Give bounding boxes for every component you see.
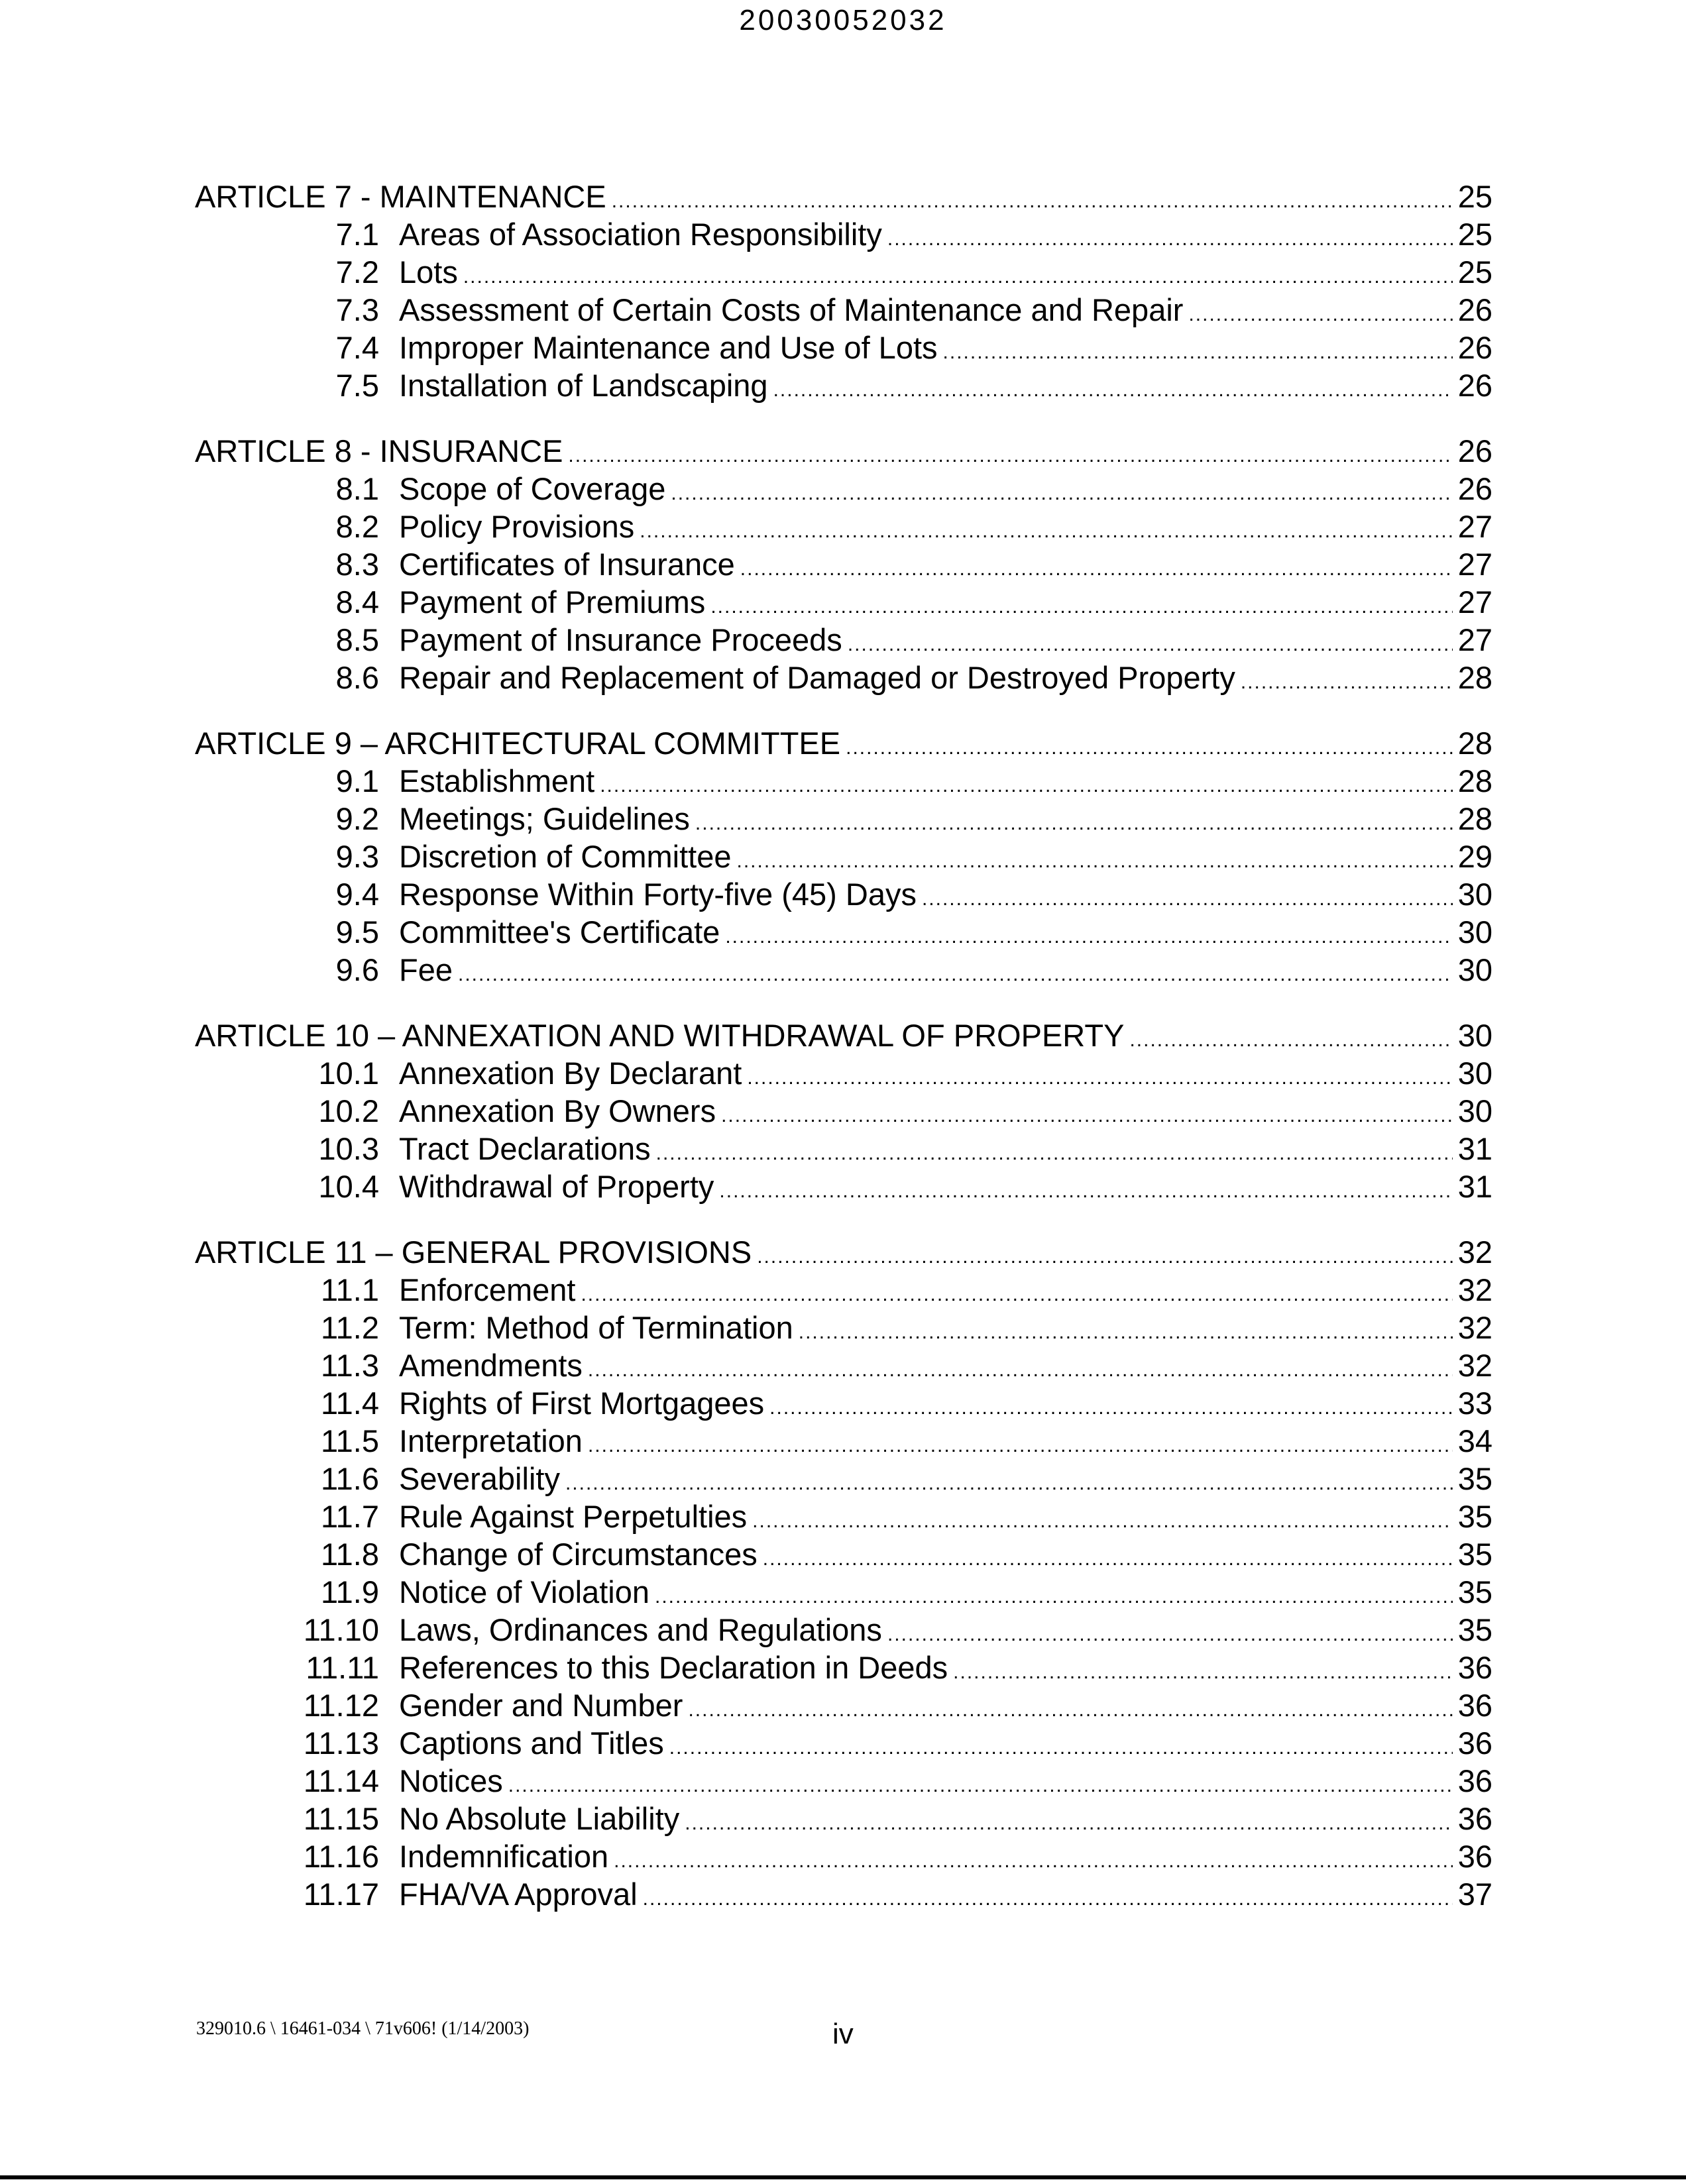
dot-leader [763, 1540, 1453, 1578]
dot-leader [721, 1097, 1453, 1134]
toc-entry [195, 470, 1492, 508]
footer-document-id: 329010.6 \ 16461-034 \ 71v606! (1/14/2003) [196, 2018, 530, 2039]
entry-page-number: 36 [1457, 1725, 1492, 1761]
dot-leader [799, 1313, 1453, 1351]
toc-article-heading [195, 1016, 1492, 1054]
entry-title: Rights of First Mortgagees [399, 1386, 765, 1421]
entry-title: Amendments [399, 1348, 583, 1383]
entry-number: 11.11 [306, 1650, 379, 1685]
toc-entry [195, 1573, 1492, 1611]
dot-leader [643, 1880, 1453, 1918]
entry-title: Certificates of Insurance [399, 547, 735, 582]
entry-title: FHA/VA Approval [399, 1877, 638, 1912]
toc-entry [195, 1649, 1492, 1686]
dot-leader [463, 258, 1453, 296]
toc-entry [195, 659, 1492, 696]
entry-page-number: 27 [1457, 509, 1492, 544]
entry-title: Assessment of Certain Costs of Maintenance and Repair [399, 292, 1184, 327]
toc-entry [195, 838, 1492, 875]
entry-title: Committee's Certificate [399, 914, 720, 950]
bottom-border-line [0, 2175, 1686, 2179]
dot-leader [953, 1653, 1453, 1691]
dot-leader [568, 437, 1452, 474]
entry-page-number: 27 [1457, 584, 1492, 620]
entry-number: 11.4 [321, 1386, 379, 1421]
entry-page-number: 36 [1457, 1688, 1492, 1723]
toc-entry [195, 366, 1492, 404]
entry-page-number: 28 [1457, 763, 1492, 798]
toc-article-section [195, 178, 1492, 404]
entry-number: 9.4 [335, 877, 379, 912]
entry-number: 10.3 [318, 1131, 379, 1166]
dot-leader [757, 1238, 1453, 1276]
entry-page-number: 35 [1457, 1612, 1492, 1647]
entry-page-number: 31 [1457, 1131, 1492, 1166]
toc-article-section [195, 1016, 1492, 1205]
entry-page-number: 36 [1457, 1839, 1492, 1874]
entry-number: 7.3 [335, 292, 379, 327]
toc-entry [195, 951, 1492, 989]
toc-entry [195, 621, 1492, 659]
entry-page-number: 32 [1457, 1310, 1492, 1345]
entry-number: 11.5 [321, 1423, 379, 1458]
toc-entry [195, 1460, 1492, 1498]
dot-leader [719, 1172, 1452, 1210]
entry-page-number: 30 [1457, 1056, 1492, 1091]
entry-title: Term: Method of Termination [399, 1310, 793, 1345]
article-page-number: 30 [1457, 1018, 1492, 1053]
entry-title: Policy Provisions [399, 509, 635, 544]
entry-page-number: 31 [1457, 1169, 1492, 1204]
article-page-number: 28 [1457, 726, 1492, 761]
entry-number: 11.15 [303, 1801, 379, 1836]
toc-article-section [195, 724, 1492, 989]
dot-leader [740, 550, 1453, 588]
dot-leader [671, 474, 1452, 512]
entry-title: Installation of Landscaping [399, 368, 768, 403]
entry-page-number: 35 [1457, 1499, 1492, 1534]
entry-title: Notice of Violation [399, 1574, 649, 1610]
entry-title: Fee [399, 952, 453, 987]
dot-leader [943, 333, 1453, 371]
dot-leader [669, 1729, 1453, 1767]
entry-page-number: 25 [1457, 217, 1492, 252]
entry-number: 9.5 [335, 914, 379, 950]
entry-number: 11.13 [303, 1725, 379, 1761]
entry-title: Interpretation [399, 1423, 583, 1458]
entry-number: 8.6 [335, 660, 379, 695]
entry-title: Captions and Titles [399, 1725, 664, 1761]
dot-leader [685, 1804, 1452, 1842]
entry-page-number: 32 [1457, 1272, 1492, 1307]
entry-page-number: 35 [1457, 1461, 1492, 1496]
entry-page-number: 36 [1457, 1801, 1492, 1836]
entry-title: Annexation By Owners [399, 1093, 716, 1128]
entry-number: 10.1 [318, 1056, 379, 1091]
entry-page-number: 26 [1457, 471, 1492, 506]
dot-leader [1129, 1021, 1452, 1059]
toc-entry [195, 1168, 1492, 1205]
entry-number: 7.4 [335, 330, 379, 365]
entry-title: References to this Declaration in Deeds [399, 1650, 948, 1685]
entry-page-number: 34 [1457, 1423, 1492, 1458]
entry-number: 10.2 [318, 1093, 379, 1128]
toc-entry [195, 875, 1492, 913]
article-page-number: 26 [1457, 433, 1492, 468]
entry-title: Payment of Insurance Proceeds [399, 622, 842, 657]
dot-leader [614, 1842, 1453, 1880]
entry-number: 8.1 [335, 471, 379, 506]
dot-leader [588, 1351, 1453, 1389]
dot-leader [846, 729, 1453, 767]
entry-title: Laws, Ordinances and Regulations [399, 1612, 882, 1647]
entry-title: No Absolute Liability [399, 1801, 680, 1836]
entry-page-number: 28 [1457, 660, 1492, 695]
entry-number: 8.4 [335, 584, 379, 620]
toc-entry [195, 1271, 1492, 1309]
toc-entry [195, 1130, 1492, 1168]
entry-page-number: 35 [1457, 1574, 1492, 1610]
entry-title: Change of Circumstances [399, 1537, 758, 1572]
toc-entry [195, 1498, 1492, 1535]
entry-number: 11.14 [303, 1763, 379, 1798]
entry-title: Notices [399, 1763, 503, 1798]
entry-number: 11.7 [321, 1499, 379, 1534]
dot-leader [747, 1059, 1452, 1097]
entry-title: Gender and Number [399, 1688, 683, 1723]
toc-article-section [195, 1233, 1492, 1913]
entry-page-number: 26 [1457, 292, 1492, 327]
dot-leader [737, 842, 1453, 880]
entry-title: Lots [399, 254, 458, 290]
entry-page-number: 27 [1457, 622, 1492, 657]
entry-title: Establishment [399, 763, 595, 798]
toc-article-heading [195, 432, 1492, 470]
dot-leader [752, 1502, 1453, 1540]
toc-entry [195, 1092, 1492, 1130]
entry-page-number: 25 [1457, 254, 1492, 290]
entry-number: 8.5 [335, 622, 379, 657]
entry-number: 8.2 [335, 509, 379, 544]
entry-page-number: 27 [1457, 547, 1492, 582]
toc-entry [195, 1800, 1492, 1837]
table-of-contents [195, 178, 1492, 1941]
dot-leader [922, 880, 1453, 918]
article-page-number: 25 [1457, 179, 1492, 214]
toc-entry [195, 1422, 1492, 1460]
entry-page-number: 37 [1457, 1877, 1492, 1912]
entry-number: 9.3 [335, 839, 379, 874]
toc-entry [195, 1611, 1492, 1649]
toc-entry [195, 545, 1492, 583]
dot-leader [655, 1578, 1453, 1615]
dot-leader [773, 371, 1453, 409]
toc-article-heading [195, 1233, 1492, 1271]
entry-page-number: 36 [1457, 1763, 1492, 1798]
toc-article-section [195, 432, 1492, 696]
dot-leader [600, 767, 1453, 804]
toc-entry [195, 913, 1492, 951]
dot-leader [581, 1276, 1452, 1313]
entry-number: 11.1 [321, 1272, 379, 1307]
article-page-number: 32 [1457, 1234, 1492, 1270]
toc-entry [195, 508, 1492, 545]
toc-article-heading [195, 724, 1492, 762]
dot-leader [565, 1464, 1453, 1502]
dot-leader [887, 220, 1453, 258]
entry-page-number: 32 [1457, 1348, 1492, 1383]
article-title: ARTICLE 8 - INSURANCE [195, 433, 563, 468]
entry-number: 11.10 [303, 1612, 379, 1647]
toc-entry [195, 1686, 1492, 1724]
entry-title: Scope of Coverage [399, 471, 666, 506]
toc-entry [195, 1346, 1492, 1384]
entry-number: 7.5 [335, 368, 379, 403]
article-title: ARTICLE 9 – ARCHITECTURAL COMMITTEE [195, 726, 841, 761]
article-title: ARTICLE 10 – ANNEXATION AND WITHDRAWAL OF PROPERTY [195, 1018, 1125, 1053]
toc-entry [195, 762, 1492, 800]
toc-article-heading [195, 178, 1492, 215]
dot-leader [887, 1615, 1453, 1653]
entry-title: Withdrawal of Property [399, 1169, 714, 1204]
entry-title: Discretion of Committee [399, 839, 732, 874]
dot-leader [588, 1427, 1453, 1464]
entry-title: Rule Against Perpetulties [399, 1499, 748, 1534]
dot-leader [1188, 296, 1452, 333]
toc-entry [195, 1875, 1492, 1913]
toc-entry [195, 1535, 1492, 1573]
entry-title: Repair and Replacement of Damaged or Destroyed Property [399, 660, 1235, 695]
dot-leader [1241, 663, 1453, 701]
toc-entry [195, 1837, 1492, 1875]
entry-number: 11.3 [321, 1348, 379, 1383]
entry-number: 9.6 [335, 952, 379, 987]
dot-leader [612, 182, 1453, 220]
entry-page-number: 26 [1457, 330, 1492, 365]
entry-title: Enforcement [399, 1272, 576, 1307]
dot-leader [458, 956, 1453, 993]
entry-number: 11.6 [321, 1461, 379, 1496]
entry-page-number: 26 [1457, 368, 1492, 403]
toc-entry [195, 1384, 1492, 1422]
entry-title: Severability [399, 1461, 560, 1496]
entry-number: 11.8 [321, 1537, 379, 1572]
entry-title: Annexation By Declarant [399, 1056, 742, 1091]
dot-leader [848, 626, 1453, 663]
toc-entry [195, 291, 1492, 329]
entry-title: Tract Declarations [399, 1131, 651, 1166]
entry-title: Payment of Premiums [399, 584, 706, 620]
entry-number: 11.12 [303, 1688, 379, 1723]
toc-entry [195, 583, 1492, 621]
entry-title: Improper Maintenance and Use of Lots [399, 330, 938, 365]
entry-number: 8.3 [335, 547, 379, 582]
entry-number: 7.1 [335, 217, 379, 252]
dot-leader [508, 1767, 1453, 1804]
toc-entry [195, 1309, 1492, 1346]
entry-number: 7.2 [335, 254, 379, 290]
entry-title: Areas of Association Responsibility [399, 217, 882, 252]
toc-entry [195, 800, 1492, 838]
entry-page-number: 35 [1457, 1537, 1492, 1572]
document-number: 20030052032 [739, 4, 947, 36]
entry-page-number: 30 [1457, 1093, 1492, 1128]
entry-title: Response Within Forty-five (45) Days [399, 877, 917, 912]
entry-number: 11.17 [303, 1877, 379, 1912]
entry-page-number: 29 [1457, 839, 1492, 874]
dot-leader [688, 1691, 1452, 1729]
toc-entry [195, 253, 1492, 291]
entry-number: 10.4 [318, 1169, 379, 1204]
entry-page-number: 33 [1457, 1386, 1492, 1421]
article-title: ARTICLE 11 – GENERAL PROVISIONS [195, 1234, 752, 1270]
entry-number: 9.1 [335, 763, 379, 798]
footer-page-number: iv [832, 2018, 854, 2050]
dot-leader [769, 1389, 1453, 1427]
entry-number: 11.2 [321, 1310, 379, 1345]
toc-entry [195, 1724, 1492, 1762]
dot-leader [640, 512, 1452, 550]
dot-leader [725, 918, 1452, 956]
entry-title: Meetings; Guidelines [399, 801, 690, 836]
toc-entry [195, 1054, 1492, 1092]
article-title: ARTICLE 7 - MAINTENANCE [195, 179, 606, 214]
entry-page-number: 36 [1457, 1650, 1492, 1685]
entry-page-number: 30 [1457, 914, 1492, 950]
dot-leader [695, 804, 1453, 842]
toc-entry [195, 215, 1492, 253]
dot-leader [710, 588, 1452, 626]
entry-number: 11.16 [303, 1839, 379, 1874]
toc-entry [195, 329, 1492, 366]
entry-page-number: 30 [1457, 952, 1492, 987]
entry-number: 9.2 [335, 801, 379, 836]
dot-leader [656, 1134, 1453, 1172]
entry-page-number: 30 [1457, 877, 1492, 912]
entry-number: 11.9 [321, 1574, 379, 1610]
entry-page-number: 28 [1457, 801, 1492, 836]
toc-entry [195, 1762, 1492, 1800]
entry-title: Indemnification [399, 1839, 609, 1874]
